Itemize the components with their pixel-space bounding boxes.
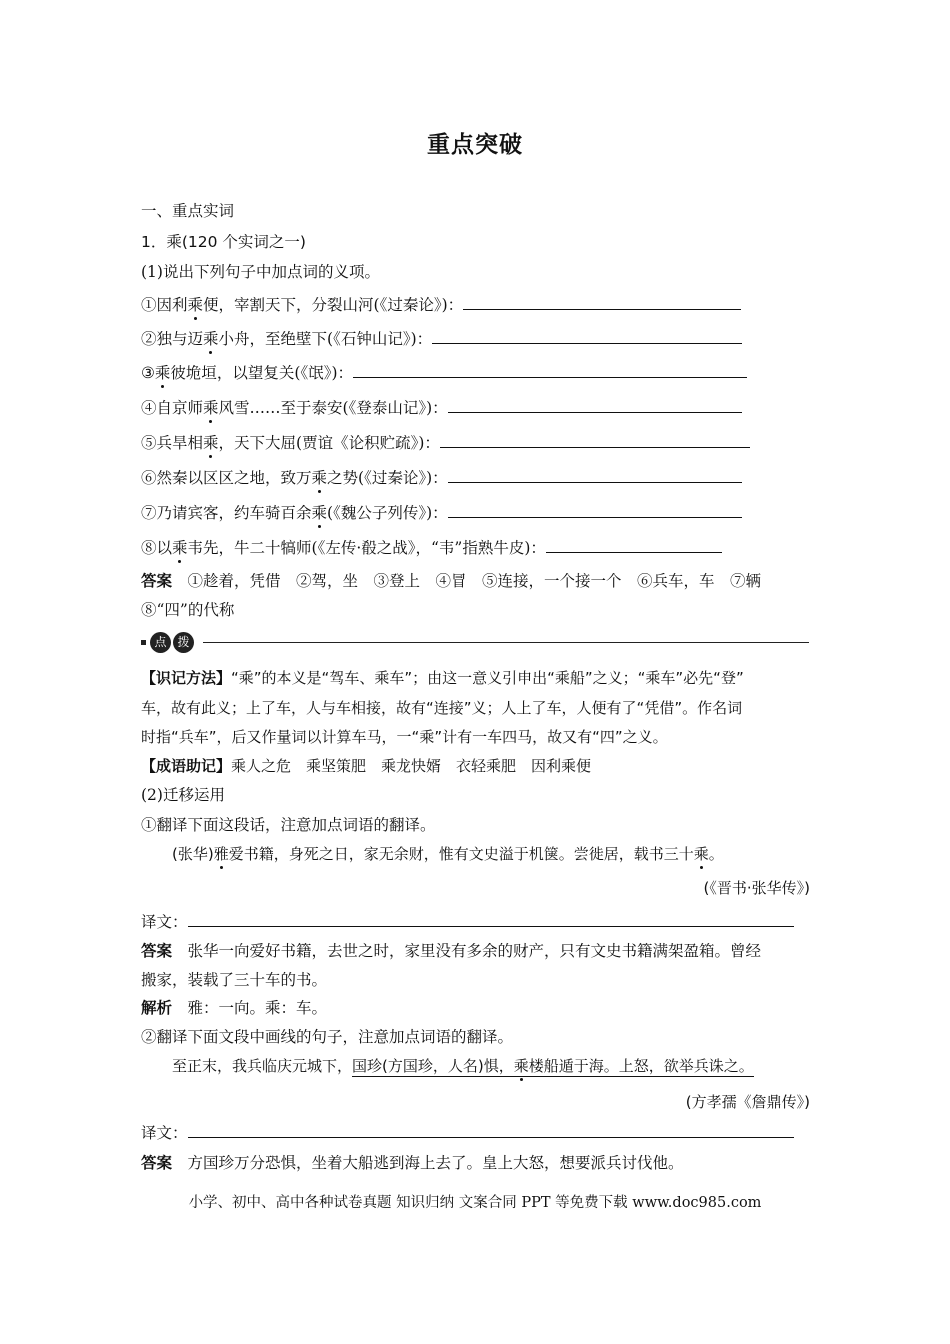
analysis: 解析 雅：一向。乘：车。 <box>141 999 328 1017</box>
answer-3: 答案 方国珍万分恐惧，坐着大船逃到海上去了。皇上大怒，想要派兵讨伐他。 <box>141 1154 684 1172</box>
translation-blank[interactable] <box>188 910 794 927</box>
question-2: ②独与迈乘小舟，至绝壁下(《石钟山记》)： <box>141 327 742 350</box>
answer-2: 答案 张华一向爱好书籍，去世之时，家里没有多余的财产，只有文史书籍满架盈箱。曾经 <box>141 942 762 960</box>
answer-blank[interactable] <box>448 396 742 413</box>
answer-blank[interactable] <box>440 431 750 448</box>
sub-heading-2: (2)迁移运用 <box>141 786 225 804</box>
task-1: ①翻译下面这段话，注意加点词语的翻译。 <box>141 816 436 834</box>
question-1: ①因利乘便，宰割天下，分裂山河(《过秦论》)： <box>141 293 741 316</box>
answer-blank[interactable] <box>448 466 742 483</box>
square-bullet-icon <box>141 640 146 645</box>
idiom-label: 【成语助记】 <box>141 757 232 775</box>
section-heading: 一、重点实词 <box>141 202 235 220</box>
question-7: ⑦乃请宾客，约车骑百余乘(《魏公子列传》)： <box>141 501 742 524</box>
divider-rule <box>203 642 809 643</box>
translation-label: 译文： <box>141 1124 188 1142</box>
question-6: ⑥然秦以区区之地，致万乘之势(《过秦论》)： <box>141 466 742 489</box>
passage-1: (张华)雅爱书籍，身死之日，家无余财，惟有文史溢于机箧。尝徙居，载书三十乘。 <box>172 845 724 863</box>
passage-2: 至正末，我兵临庆元城下，国珍(方国珍，人名)惧，乘楼船遁于海。上怒，欲举兵诛之。 <box>172 1057 754 1075</box>
answer-blank[interactable] <box>448 501 742 518</box>
question-5: ⑤兵旱相乘，天下大屈(贾谊《论积贮疏》)： <box>141 431 750 454</box>
memory-method: 【识记方法】“乘”的本义是“驾车、乘车”；由这一意义引申出“乘船”之义；“乘车”必先“登” <box>141 669 744 687</box>
question-4: ④自京师乘风雪……至于泰安(《登泰山记》)： <box>141 396 742 419</box>
underlined-sentence: 国珍(方国珍，人名)惧，乘楼船遁于海。 <box>352 1057 619 1075</box>
translation-blank[interactable] <box>188 1121 794 1138</box>
source-1: (《晋书·张华传》) <box>703 879 810 897</box>
task-2: ②翻译下面文段中画线的句子，注意加点词语的翻译。 <box>141 1028 514 1046</box>
answer-1: 答案 ①趁着，凭借 ②驾，坐 ③登上 ④冒 ⑤连接，一个接一个 ⑥兵车，车 ⑦辆 <box>141 572 762 590</box>
answer-blank[interactable] <box>546 536 722 553</box>
tips-divider <box>141 631 809 655</box>
answer-blank[interactable] <box>353 361 747 378</box>
memory-label: 【识记方法】 <box>141 669 232 687</box>
analysis-label: 解析 <box>141 999 173 1017</box>
idiom-aid: 【成语助记】乘人之危 乘坚策肥 乘龙快婿 衣轻乘肥 因利乘便 <box>141 757 592 775</box>
tip-badge-dian: 点 <box>150 632 171 653</box>
translation-1 <box>141 910 794 933</box>
answer-label: 答案 <box>141 942 173 960</box>
sub-heading: (1)说出下列句子中加点词的义项。 <box>141 263 380 281</box>
memory-method-line3: 时指“兵车”，后又作量词以计算车马，一“乘”计有一车四马，故又有“四”之义。 <box>141 728 668 746</box>
item-heading: 1．乘(120 个实词之一) <box>141 233 306 251</box>
answer-blank[interactable] <box>463 293 741 310</box>
translation-2 <box>141 1121 794 1144</box>
source-2: (方孝孺《詹鼎传》) <box>685 1093 810 1111</box>
answer-label: 答案 <box>141 572 173 590</box>
answer-1-continued: ⑧“四”的代称 <box>141 601 235 619</box>
memory-method-line2: 车，故有此义；上了车，人与车相接，故有“连接”义；人上了车，人便有了“凭借”。作名词 <box>141 699 743 717</box>
page-footer: 小学、初中、高中各种试卷真题 知识归纳 文案合同 PPT 等免费下载 www.doc985.com <box>188 1195 762 1211</box>
question-8: ⑧以乘韦先，牛二十犒师(《左传·殽之战》，“韦”指熟牛皮)： <box>141 536 722 559</box>
tip-badge-bo: 拨 <box>173 632 194 653</box>
answer-blank[interactable] <box>432 327 742 344</box>
translation-label: 译文： <box>141 913 188 931</box>
answer-label: 答案 <box>141 1154 173 1172</box>
page-title: 重点突破 <box>427 132 523 158</box>
question-3: ③乘彼垝垣，以望复关(《氓》)： <box>141 361 747 384</box>
answer-2-continued: 搬家，装载了三十车的书。 <box>141 971 328 989</box>
